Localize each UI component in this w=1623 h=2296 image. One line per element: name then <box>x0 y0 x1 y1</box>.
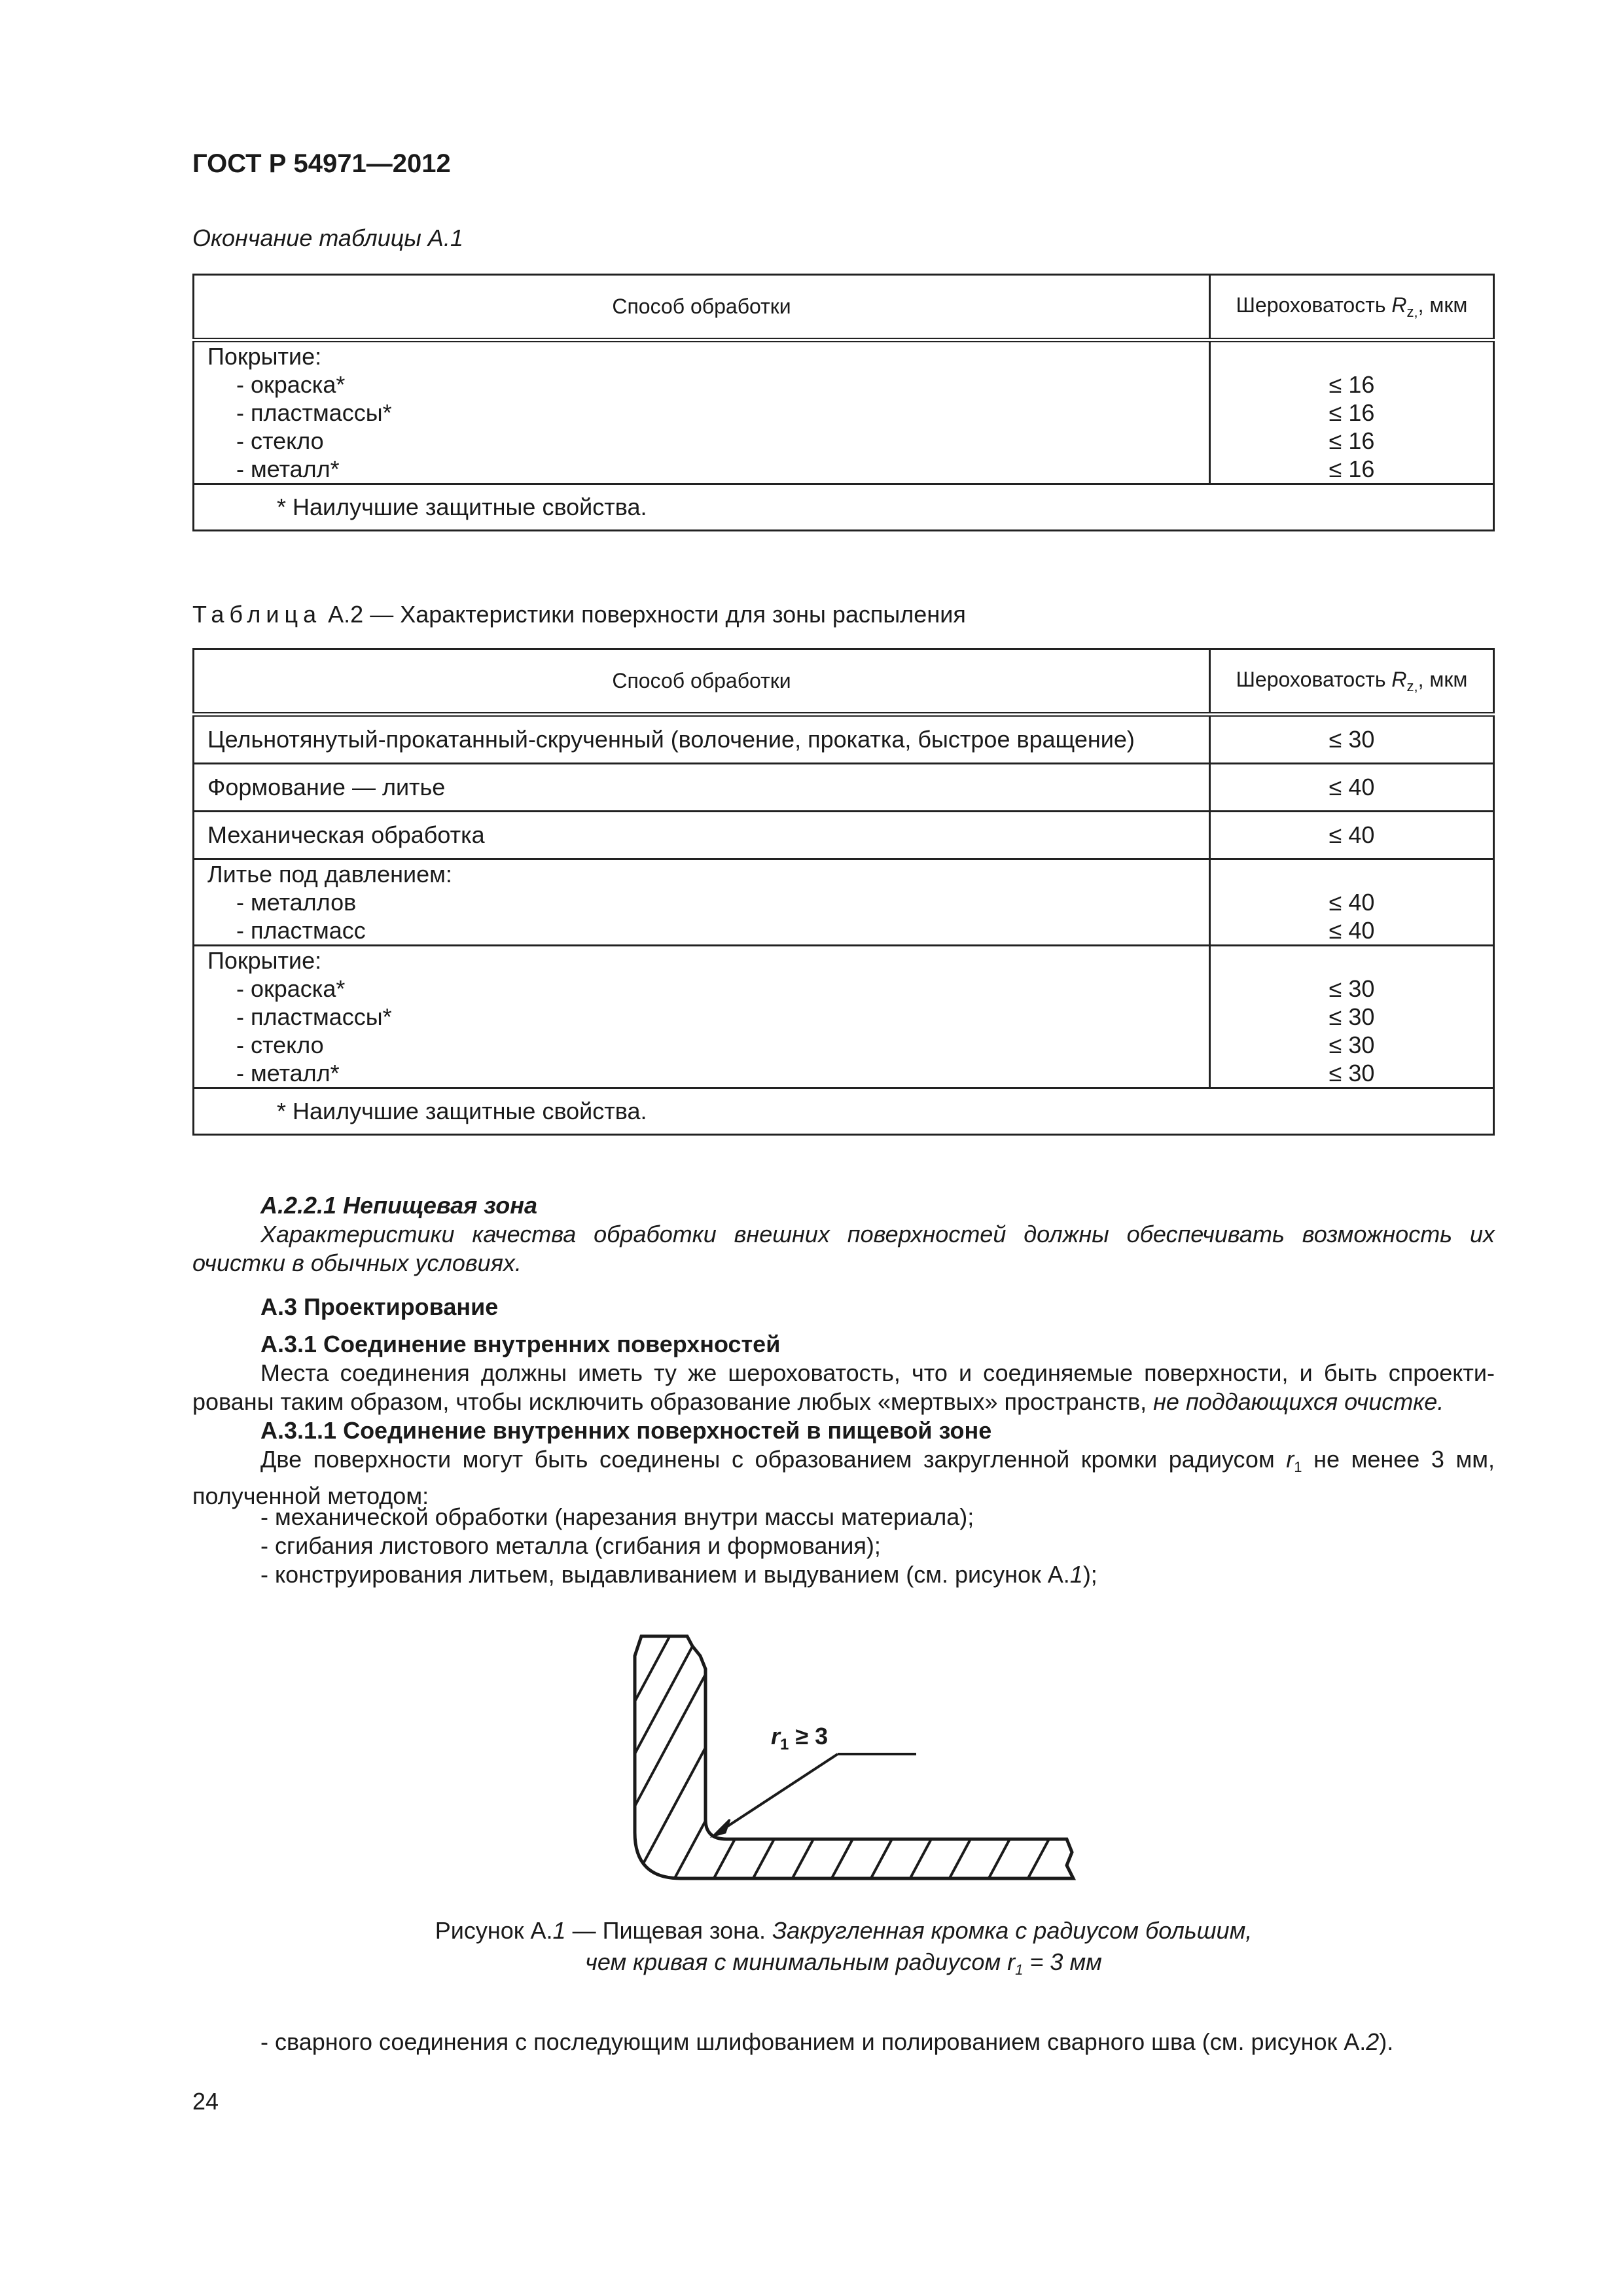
value: ≤ 40 <box>1329 889 1375 916</box>
table-a2-col-roughness <box>1210 649 1494 715</box>
value-cell <box>1210 946 1494 1088</box>
list-item-text: - сварного соединения с последующим шлифованием и полированием сварного шва (см. рисунок А. <box>260 2028 1366 2055</box>
table-a2-header-row <box>194 649 1494 715</box>
table-row <box>194 946 1494 1088</box>
figure-a1-caption-line2 <box>192 1946 1495 1986</box>
caption-radius-symbol: r <box>1007 1948 1016 1975</box>
list-item-tail: ). <box>1379 2028 1394 2055</box>
table1-continuation-caption: Окончание таблицы А.1 <box>192 224 463 251</box>
list-item <box>260 2028 1393 2056</box>
section-a221-heading: А.2.2.1 Непищевая зона <box>260 1192 537 1219</box>
page-number: 24 <box>192 2088 219 2115</box>
leader-arrow-icon <box>713 1820 730 1836</box>
value: ≤ 30 <box>1329 1031 1375 1058</box>
list-item-tail: ); <box>1082 1561 1097 1588</box>
list-item: - механической обработки (нарезания внутри массы материала); <box>260 1503 974 1530</box>
radius-label <box>771 1723 828 1753</box>
caption-italic-tail: = 3 мм <box>1023 1948 1102 1975</box>
caption-italic: Закругленная кромка с радиусом большим, <box>772 1917 1253 1944</box>
method-cell: Формование — литье <box>194 764 1210 812</box>
table-footnote-row <box>194 1088 1494 1135</box>
caption-prefix: Рисунок А. <box>435 1917 553 1944</box>
radius-label-sub: 1 <box>780 1736 789 1753</box>
radius-symbol: r <box>1286 1446 1294 1473</box>
group-label: Покрытие: <box>207 947 322 974</box>
table-a1 <box>192 274 1495 531</box>
roughness-label: Шероховатость <box>1236 293 1392 317</box>
method-cell: Механическая обработка <box>194 812 1210 859</box>
list-item: - стекло <box>236 427 324 454</box>
table-footnote-row <box>194 484 1494 531</box>
value: ≤ 16 <box>1329 371 1375 398</box>
leader-line <box>720 1754 838 1831</box>
group-label: Литье под давлением: <box>207 861 452 888</box>
list-item: - пластмассы* <box>236 1003 392 1030</box>
value: ≤ 16 <box>1329 427 1375 454</box>
method-cell <box>194 946 1210 1088</box>
section-a31-heading: А.3.1 Соединение внутренних поверхностей <box>260 1331 781 1357</box>
table-a2-col-method: Способ обработки <box>194 649 1210 715</box>
list-item: - металл* <box>236 1060 340 1086</box>
a31-text-italic: не поддающихся очистке. <box>1153 1388 1444 1415</box>
table-a2-footnote: * Наилучшие защитные свойства. <box>194 1088 1494 1135</box>
value: ≤ 30 <box>1329 1060 1375 1086</box>
a311-text-b: не менее 3 мм, полученной методом: <box>192 1446 1495 1509</box>
value: ≤ 30 <box>1329 1003 1375 1030</box>
section-a311-heading: А.3.1.1 Соединение внутренних поверхностей в пищевой зоне <box>260 1417 992 1444</box>
table-row <box>194 812 1494 859</box>
radius-label-rest: ≥ 3 <box>789 1723 829 1749</box>
caption-title: — Пищевая зона. <box>565 1917 773 1944</box>
value-cell <box>1210 859 1494 946</box>
table-row <box>194 340 1494 484</box>
roughness-symbol: R <box>1391 293 1407 317</box>
roughness-symbol: R <box>1391 667 1407 691</box>
list-item <box>260 1560 1097 1589</box>
list-item: - окраска* <box>236 371 346 398</box>
document-code: ГОСТ Р 54971—2012 <box>192 149 451 178</box>
table-row <box>194 859 1494 946</box>
value: ≤ 30 <box>1329 975 1375 1002</box>
value: ≤ 16 <box>1329 399 1375 426</box>
figure-ref: 1 <box>1069 1561 1083 1588</box>
list-item: - металлов <box>236 889 357 916</box>
list-item: - окраска* <box>236 975 346 1002</box>
roughness-sub: z, <box>1406 303 1418 320</box>
table-a1-footnote: * Наилучшие защитные свойства. <box>194 484 1494 531</box>
radius-sub: 1 <box>1294 1459 1302 1475</box>
value-cell: ≤ 40 <box>1210 764 1494 812</box>
table-row <box>194 764 1494 812</box>
a31-text: Места соединения должны иметь ту же шероховатость, что и соединяемые поверхности, и быть спроекти-рованы таким образом, чтобы исключить образование любых «мертвых» пространств, <box>192 1359 1495 1415</box>
table-a1-col-roughness <box>1210 275 1494 340</box>
section-a31-text <box>192 1359 1495 1416</box>
a311-text-a: Две поверхности могут быть соединены с образованием закругленной кромки радиусом <box>260 1446 1287 1473</box>
table-row <box>194 715 1494 764</box>
value-cell: ≤ 40 <box>1210 812 1494 859</box>
caption-number: 1 <box>552 1917 566 1944</box>
roughness-unit: , мкм <box>1418 667 1468 691</box>
table-a1-values-cell <box>1210 340 1494 484</box>
table-a2 <box>192 648 1495 1136</box>
value-cell: ≤ 30 <box>1210 715 1494 764</box>
caption-italic: чем кривая с минимальным радиусом <box>585 1948 1008 1975</box>
list-item-text: - конструирования литьем, выдавливанием и выдуванием (см. рисунок А. <box>260 1561 1070 1588</box>
table-a1-header-row <box>194 275 1494 340</box>
value: ≤ 16 <box>1329 456 1375 482</box>
figure-a1-drawing <box>615 1617 1113 1892</box>
table-a1-col-method: Способ обработки <box>194 275 1210 340</box>
table-a1-coating-cell <box>194 340 1210 484</box>
list-item: - металл* <box>236 456 340 482</box>
figure-ref: 2 <box>1366 2028 1380 2055</box>
coating-label: Покрытие: <box>207 343 322 370</box>
roughness-unit: , мкм <box>1418 293 1468 317</box>
table-title-text: А.2 — Характеристики поверхности для зоны распыления <box>321 601 966 628</box>
list-item: - пластмассы* <box>236 399 392 426</box>
section-a3-heading: А.3 Проектирование <box>260 1293 499 1320</box>
list-item: - стекло <box>236 1031 324 1058</box>
table-word: Таблица <box>192 601 322 628</box>
value: ≤ 40 <box>1329 917 1375 944</box>
roughness-sub: z, <box>1406 677 1418 694</box>
table-a2-title <box>192 601 966 628</box>
list-item: - пластмасс <box>236 917 366 944</box>
method-cell <box>194 859 1210 946</box>
section-a221-text: Характеристики качества обработки внешних поверхностей должны обеспечивать возможность их очистки в обычных условиях. <box>192 1221 1495 1276</box>
caption-radius-sub: 1 <box>1015 1962 1024 1978</box>
roughness-label: Шероховатость <box>1236 667 1392 691</box>
figure-a1-caption-line1 <box>192 1915 1495 1946</box>
radius-label-symbol: r <box>771 1723 781 1749</box>
section-a311-text <box>192 1445 1495 1511</box>
list-item: - сгибания листового металла (сгибания и формования); <box>260 1532 881 1559</box>
method-cell: Цельнотянутый-прокатанный-скрученный (волочение, прокатка, быстрое вращение) <box>194 715 1210 764</box>
